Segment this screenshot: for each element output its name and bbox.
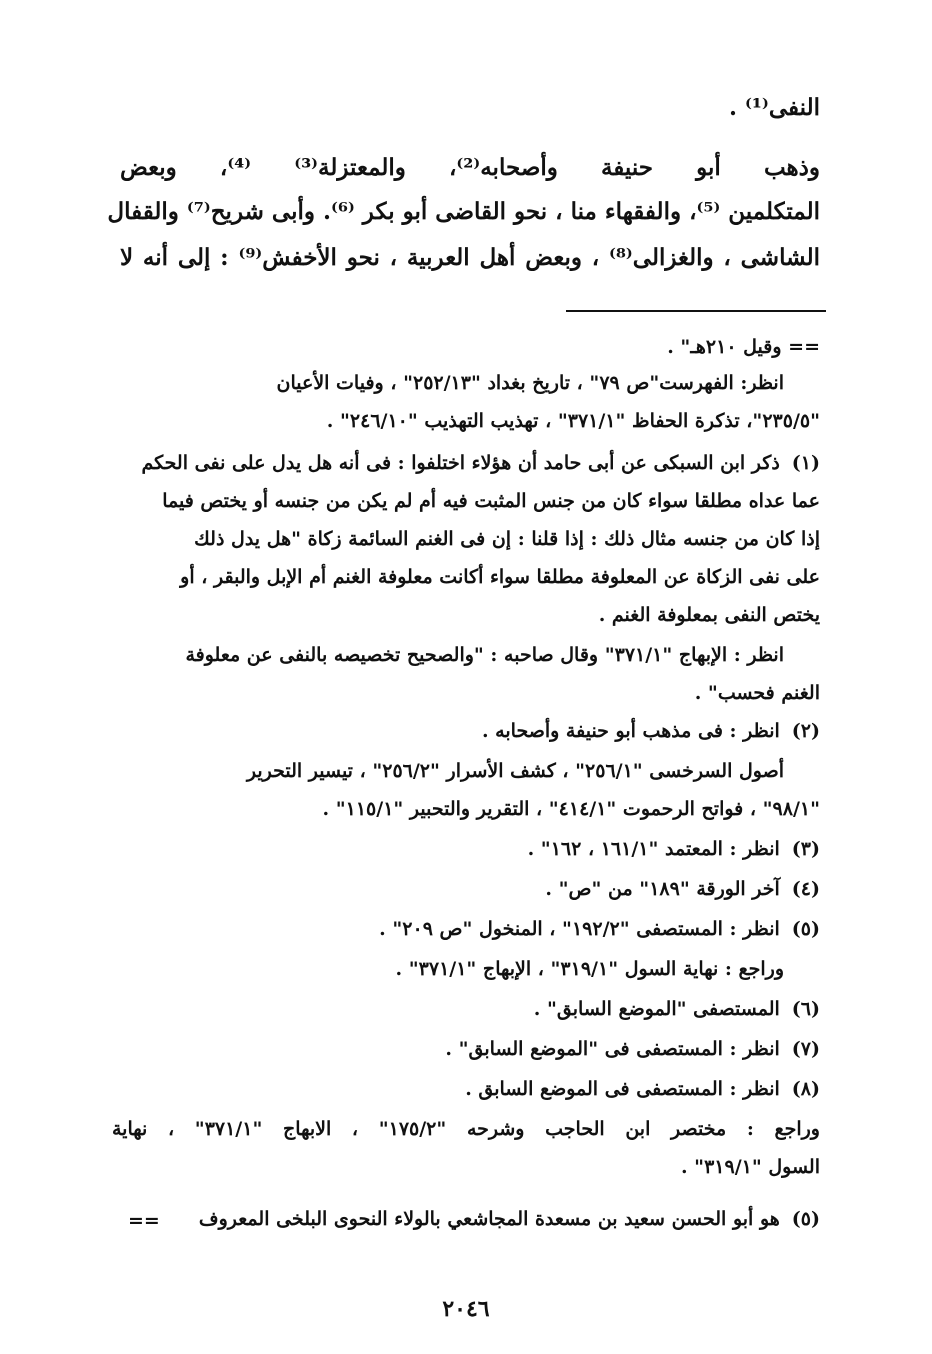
footnote-7 — [445, 1040, 820, 1059]
footnote-number: (٦) — [791, 998, 820, 1020]
footnote-line: انظر : فى مذهب أبو حنيفة وأصحابه . — [481, 720, 780, 742]
footnote-separator — [566, 310, 826, 312]
footnote-line: انظر : الإبهاج "٣٧١/١" وقال صاحبه : "والصحيح تخصيصه بالنفى عن معلوفة — [185, 644, 784, 666]
footnote-line: يختص النفى بمعلوفة الغنم . — [598, 604, 820, 626]
footnote-line: "٢٣٥/٥"، تذكرة الحفاظ "٣٧١/١" ، تهذيب التهذيب "٢٤٦/١٠" . — [326, 410, 820, 432]
footnote-9 — [199, 1210, 820, 1229]
footnote-number: (٥) — [791, 918, 820, 940]
footnote-5 — [379, 920, 820, 939]
page-number: ٢٠٤٦ — [442, 1296, 490, 1322]
footnote-8 — [465, 1080, 820, 1099]
footnote-number: (٨) — [791, 1078, 820, 1100]
footnote-line: ذكر ابن السبكى عن أبى حامد أن هؤلاء اختلفوا : فى أنه هل يدل على نفى الحكم — [141, 452, 780, 474]
footnote-1 — [142, 454, 820, 473]
footnote-line: أصول السرخسى "٢٥٦/١" ، كشف الأسرار "٢٥٦/٢" ، تيسير التحرير — [246, 760, 784, 782]
body-line: المتكلمين ⁽⁵⁾، والفقهاء منا ، نحو القاضى أبو بكر ⁽⁶⁾. وأبى شريح⁽⁷⁾ والقفال — [107, 198, 820, 225]
footnote-number: (١) — [791, 452, 820, 474]
footnote-line: انظر: الفهرست"ص ٧٩" ، تاريخ بغداد "٢٥٢/١٣" ، وفيات الأعيان — [276, 372, 784, 394]
footnote-2 — [482, 722, 820, 741]
footnote-line: السول "٣١٩/١" . — [680, 1156, 820, 1178]
footnote-number: (٣) — [791, 838, 820, 860]
footnote-line: انظر : المستصفى فى الموضع السابق . — [465, 1078, 780, 1100]
continuation-mark: == — [128, 1210, 160, 1232]
footnote-line: انظر : المعتمد "١٦١/١ ، ١٦٢" . — [527, 838, 780, 860]
footnote-line: == وقيل ٢١٠هـ" . — [667, 336, 820, 358]
footnote-number: (٢) — [791, 720, 820, 742]
footnote-line: على نفى الزكاة عن المعلوفة مطلقا سواء أكانت معلوفة الغنم أم الإبل والبقر ، أو — [180, 566, 820, 588]
footnote-line: عما عداه مطلقا سواء كان من جنس المثبت فيه أم لم يكن من جنسه أو يختص فيما — [162, 490, 820, 512]
footnote-number: (٧) — [791, 1038, 820, 1060]
footnote-6 — [534, 1000, 820, 1019]
footnote-4 — [545, 880, 820, 899]
footnote-line: هو أبو الحسن سعيد بن مسعدة المجاشعي بالولاء النحوى البلخى المعروف — [198, 1208, 780, 1230]
footnote-line: انظر : المستصفى "١٩٢/٢" ، المنخول "ص ٢٠٩" . — [379, 918, 780, 940]
footnote-line: "٩٨/١" ، فواتح الرحموت "٤١٤/١" ، التقرير والتحبير "١١٥/١" . — [322, 798, 820, 820]
footnote-3 — [528, 840, 820, 859]
footnote-line: وراجع : نهاية السول "٣١٩/١" ، الإبهاج "٣٧١/١" . — [395, 958, 784, 980]
footnote-line: وراجع : مختصر ابن الحاجب وشرحه "١٧٥/٢" ، الابهاج "٣٧١/١" ، نهاية — [112, 1118, 820, 1140]
footnote-line: إذا كان من جنسه مثال ذلك : إذا قلنا : إن فى الغنم السائمة زكاة "هل يدل ذلك — [194, 528, 820, 550]
body-line: الشاشى ، والغزالى⁽⁸⁾ ، وبعض أهل العربية ، نحو الأخفش⁽⁹⁾ : إلى أنه لا — [120, 244, 820, 271]
footnote-line: المستصفى "الموضع السابق" . — [533, 998, 780, 1020]
body-line: وذهب أبو حنيفة وأصحابه⁽²⁾، والمعتزلة⁽³⁾ ⁽⁴⁾، وبعض — [120, 154, 821, 181]
body-line: النفى⁽¹⁾ . — [729, 94, 820, 121]
footnote-number: (٤) — [791, 878, 820, 900]
footnote-number: (٥) — [791, 1208, 820, 1230]
footnote-line: الغنم فحسب" . — [694, 682, 820, 704]
footnote-line: آخر الورقة "١٨٩" من "ص" . — [545, 878, 780, 900]
footnote-line: انظر : المستصفى فى "الموضع السابق" . — [445, 1038, 780, 1060]
